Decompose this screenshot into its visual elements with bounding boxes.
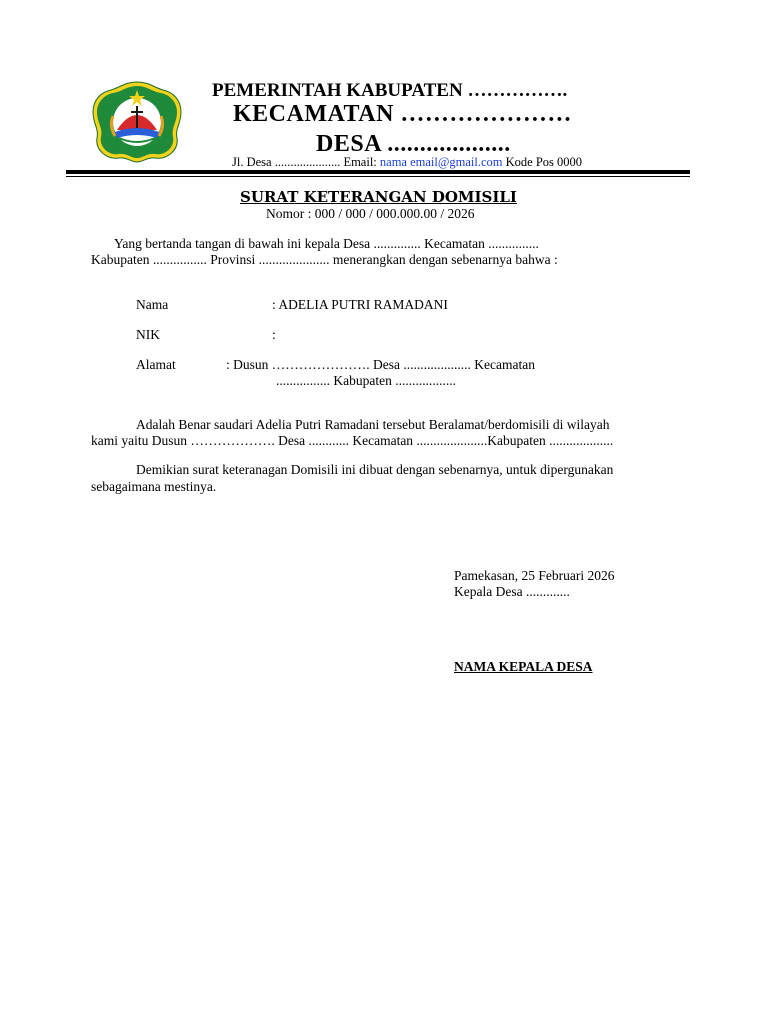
letter-title: SURAT KETERANGAN DOMISILI [240,188,517,206]
field-nik-label: NIK [136,327,160,342]
header-government-line: PEMERINTAH KABUPATEN ……………. [212,80,568,101]
place-date: Pamekasan, 25 Februari 2026 [454,568,615,583]
letter-number: Nomor : 000 / 000 / 000.000.00 / 2026 [266,206,475,221]
field-alamat-line-2: ................ Kabupaten .................. [276,373,456,388]
intro-line-2: Kabupaten ................ Provinsi ..................... menerangkan dengan sebenarnya bahwa : [91,252,558,267]
intro-line-1: Yang bertanda tangan di bawah ini kepala Desa .............. Kecamatan ............... [114,236,539,251]
signer-name: NAMA KEPALA DESA [454,659,593,674]
field-nama-value: : ADELIA PUTRI RAMADANI [272,297,448,312]
paragraph-2-line-2: sebagaimana mestinya. [91,479,217,494]
paragraph-2-line-1: Demikian surat keteranagan Domisili ini dibuat dengan sebenarnya, untuk dipergunakan [136,462,614,477]
signer-title: Kepala Desa ............. [454,584,570,599]
field-alamat-line-1: : Dusun …………………. Desa .................... Kecamatan [226,357,535,372]
field-nik-value: : [272,327,276,342]
header-divider-thick [66,170,690,174]
village-emblem-logo [89,80,185,164]
paragraph-1-line-2: kami yaitu Dusun ………………. Desa ............ Kecamatan .....................Kabupaten ................... [91,433,614,448]
header-village-line: DESA ................... [316,131,511,157]
header-divider-thin [66,176,690,177]
email-link[interactable]: nama email@gmail.com [379,155,503,169]
field-alamat-label: Alamat [136,357,176,372]
header-address [232,155,582,170]
address-prefix: Jl. Desa ..................... Email: [232,155,380,169]
header-district-line: KECAMATAN ………………… [233,101,572,127]
paragraph-1-line-1: Adalah Benar saudari Adelia Putri Ramadani tersebut Beralamat/berdomisili di wilayah [136,417,610,432]
field-nama-label: Nama [136,297,169,312]
address-suffix: Kode Pos 0000 [502,155,583,169]
